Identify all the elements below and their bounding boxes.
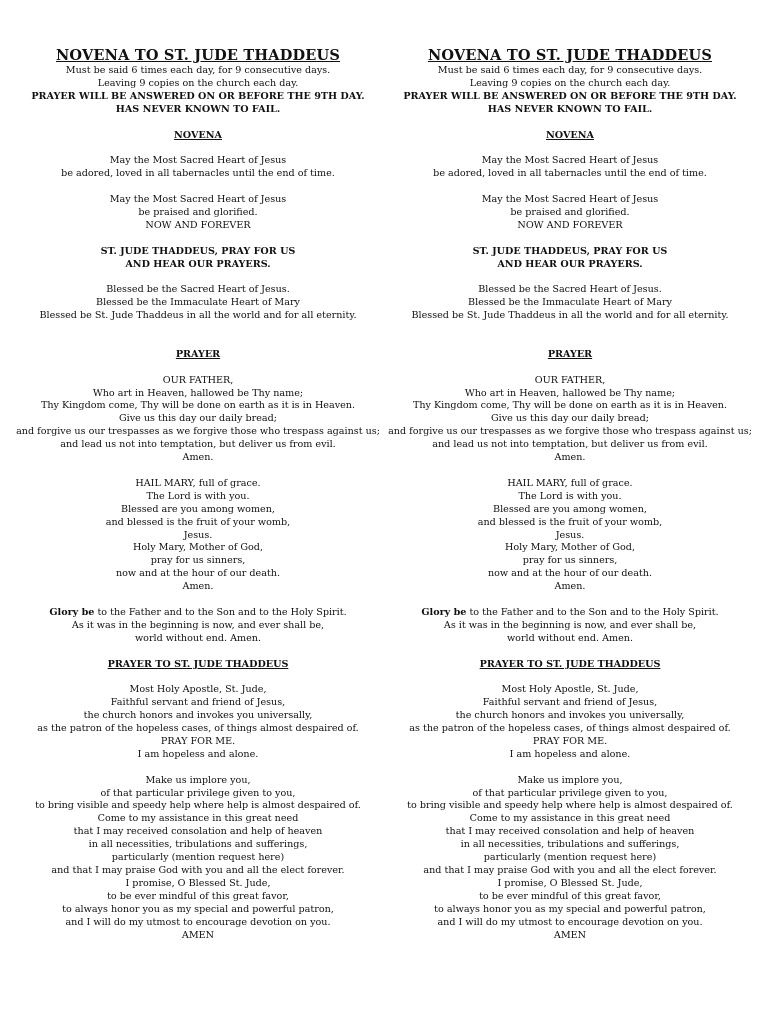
instruction-line: Leaving 9 copies on the church each day. [97, 77, 299, 89]
invocation-line: ST. JUDE THADDEUS, PRAY FOR US [472, 245, 668, 257]
blessing-line: Blessed be the Immaculate Heart of Mary [96, 297, 300, 309]
novena-line: be praised and glorified. [138, 206, 258, 218]
glory-be-bold: Glory be [421, 606, 467, 618]
jude-prayer-line: I am hopeless and alone. [137, 748, 259, 760]
jude-prayer-line: Come to my assistance in this great need [469, 813, 671, 825]
jude-prayer-line: and that I may praise God with you and all the elect forever. [423, 865, 717, 876]
our-father-line: Give us this day our daily bread; [119, 413, 277, 425]
promise-line: HAS NEVER KNOWN TO FAIL. [487, 103, 653, 115]
glory-be-line [12, 607, 384, 620]
novena-line: be praised and glorified. [510, 206, 630, 218]
blessing-line: Blessed be St. Jude Thaddeus in all the world and for all eternity. [411, 310, 729, 322]
glory-be-rest: to the Father and to the Son and to the Holy Spirit. [94, 606, 347, 618]
hail-mary-line: and blessed is the fruit of your womb, [105, 516, 291, 528]
jude-prayer-heading: PRAYER TO ST. JUDE THADDEUS [479, 658, 661, 670]
jude-prayer-heading: PRAYER TO ST. JUDE THADDEUS [107, 658, 289, 670]
hail-mary-line: pray for us sinners, [522, 555, 618, 567]
our-father-line: and forgive us our trespasses as we forgive those who trespass against us; [388, 426, 752, 438]
hail-mary-line: Jesus. [555, 529, 585, 541]
hail-mary-line: and blessed is the fruit of your womb, [477, 516, 663, 528]
hail-mary-line: Jesus. [183, 529, 213, 541]
glory-be-line: As it was in the beginning is now, and ever shall be, [71, 619, 325, 631]
document-title: NOVENA TO ST. JUDE THADDEUS [427, 47, 713, 64]
novena-line: be adored, loved in all tabernacles until the end of time. [61, 168, 335, 180]
promise-line: PRAYER WILL BE ANSWERED ON OR BEFORE THE 9TH DAY. [403, 90, 737, 102]
hail-mary-line: The Lord is with you. [146, 490, 250, 502]
invocation-line: ST. JUDE THADDEUS, PRAY FOR US [100, 245, 296, 257]
our-father-line: Amen. [182, 452, 214, 464]
jude-prayer-line: the church honors and invokes you universally, [455, 710, 685, 722]
jude-prayer-line: Most Holy Apostle, St. Jude, [129, 684, 267, 696]
glory-be-line: world without end. Amen. [506, 632, 634, 644]
hail-mary-line: now and at the hour of our death. [115, 568, 281, 580]
jude-prayer-line: Make us implore you, [517, 774, 623, 786]
blessing-line: Blessed be the Sacred Heart of Jesus. [106, 284, 290, 296]
jude-prayer-line: I promise, O Blessed St. Jude, [497, 877, 643, 889]
hail-mary-line: The Lord is with you. [518, 490, 622, 502]
instruction-line: Must be said 6 times each day, for 9 consecutive days. [65, 65, 331, 76]
blessing-line: Blessed be the Immaculate Heart of Mary [468, 297, 672, 309]
glory-be-line: world without end. Amen. [134, 632, 262, 644]
jude-prayer-line: to always honor you as my special and powerful patron, [434, 903, 706, 915]
glory-be-rest: to the Father and to the Son and to the Holy Spirit. [466, 606, 719, 618]
jude-prayer-line: of that particular privilege given to you, [472, 787, 668, 799]
our-father-line: Who art in Heaven, hallowed be Thy name; [464, 387, 676, 399]
novena-heading: NOVENA [546, 129, 594, 141]
novena-line: May the Most Sacred Heart of Jesus [109, 194, 287, 206]
blessing-line: Blessed be St. Jude Thaddeus in all the world and for all eternity. [39, 310, 357, 322]
hail-mary-line: Amen. [182, 581, 214, 593]
jude-prayer-line: as the patron of the hopeless cases, of things almost despaired of. [37, 723, 359, 735]
hail-mary-line: HAIL MARY, full of grace. [135, 477, 261, 489]
jude-prayer-line: particularly (mention request here) [111, 852, 285, 864]
glory-be-line [384, 607, 756, 620]
jude-prayer-line: Faithful servant and friend of Jesus, [482, 697, 658, 709]
glory-be-bold: Glory be [49, 606, 95, 618]
our-father-line: Amen. [554, 452, 586, 464]
novena-line: May the Most Sacred Heart of Jesus [481, 155, 659, 167]
our-father-line: Thy Kingdom come, Thy will be done on earth as it is in Heaven. [40, 400, 356, 412]
our-father-line: OUR FATHER, [162, 374, 234, 386]
jude-prayer-line: AMEN [181, 929, 215, 941]
our-father-line: Who art in Heaven, hallowed be Thy name; [92, 387, 304, 399]
prayer-heading: PRAYER [175, 348, 221, 360]
hail-mary-line: Blessed are you among women, [121, 503, 275, 515]
jude-prayer-line: AMEN [553, 929, 587, 941]
jude-prayer-line: to bring visible and speedy help where help is almost despaired of. [35, 800, 361, 812]
hail-mary-line: Holy Mary, Mother of God, [504, 542, 635, 554]
promise-line: PRAYER WILL BE ANSWERED ON OR BEFORE THE 9TH DAY. [31, 90, 365, 102]
jude-prayer-line: to bring visible and speedy help where help is almost despaired of. [407, 800, 733, 812]
our-father-line: OUR FATHER, [534, 374, 606, 386]
hail-mary-line: HAIL MARY, full of grace. [507, 477, 633, 489]
hail-mary-line: pray for us sinners, [150, 555, 246, 567]
jude-prayer-line: PRAY FOR ME. [160, 735, 236, 747]
our-father-line: Thy Kingdom come, Thy will be done on earth as it is in Heaven. [412, 400, 728, 412]
jude-prayer-line: PRAY FOR ME. [532, 735, 608, 747]
invocation-line: AND HEAR OUR PRAYERS. [125, 258, 271, 270]
hail-mary-line: Amen. [554, 581, 586, 593]
jude-prayer-line: in all necessities, tribulations and sufferings, [88, 839, 308, 851]
instruction-line: Leaving 9 copies on the church each day. [469, 77, 671, 89]
jude-prayer-line: Most Holy Apostle, St. Jude, [501, 684, 639, 696]
jude-prayer-line: in all necessities, tribulations and sufferings, [460, 839, 680, 851]
our-father-line: and lead us not into temptation, but deliver us from evil. [60, 439, 336, 451]
jude-prayer-line: to be ever mindful of this great favor, [107, 890, 289, 902]
promise-line: HAS NEVER KNOWN TO FAIL. [115, 103, 281, 115]
jude-prayer-line: that I may received consolation and help of heaven [445, 826, 695, 838]
jude-prayer-line: that I may received consolation and help of heaven [73, 826, 323, 838]
novena-column-left [12, 47, 384, 942]
prayer-heading: PRAYER [547, 348, 593, 360]
novena-line: NOW AND FOREVER [517, 219, 623, 231]
jude-prayer-line: particularly (mention request here) [483, 852, 657, 864]
jude-prayer-line: Faithful servant and friend of Jesus, [110, 697, 286, 709]
jude-prayer-line: and that I may praise God with you and all the elect forever. [51, 865, 345, 876]
jude-prayer-line: I am hopeless and alone. [509, 748, 631, 760]
jude-prayer-line: to be ever mindful of this great favor, [479, 890, 661, 902]
our-father-line: and forgive us our trespasses as we forgive those who trespass against us; [16, 426, 380, 438]
document-title: NOVENA TO ST. JUDE THADDEUS [55, 47, 341, 64]
our-father-line: Give us this day our daily bread; [491, 413, 649, 425]
invocation-line: AND HEAR OUR PRAYERS. [497, 258, 643, 270]
jude-prayer-line: and I will do my utmost to encourage devotion on you. [437, 916, 703, 928]
novena-line: May the Most Sacred Heart of Jesus [481, 194, 659, 206]
hail-mary-line: Holy Mary, Mother of God, [132, 542, 263, 554]
jude-prayer-line: I promise, O Blessed St. Jude, [125, 877, 271, 889]
novena-line: be adored, loved in all tabernacles until the end of time. [433, 168, 707, 180]
jude-prayer-line: of that particular privilege given to you, [100, 787, 296, 799]
novena-column-right [384, 47, 756, 942]
jude-prayer-line: to always honor you as my special and powerful patron, [62, 903, 334, 915]
jude-prayer-line: and I will do my utmost to encourage devotion on you. [65, 916, 331, 928]
novena-line: May the Most Sacred Heart of Jesus [109, 155, 287, 167]
hail-mary-line: now and at the hour of our death. [487, 568, 653, 580]
novena-line: NOW AND FOREVER [145, 219, 251, 231]
novena-heading: NOVENA [174, 129, 222, 141]
our-father-line: and lead us not into temptation, but deliver us from evil. [432, 439, 708, 451]
blessing-line: Blessed be the Sacred Heart of Jesus. [478, 284, 662, 296]
jude-prayer-line: Come to my assistance in this great need [97, 813, 299, 825]
glory-be-line: As it was in the beginning is now, and ever shall be, [443, 619, 697, 631]
jude-prayer-line: Make us implore you, [145, 774, 251, 786]
jude-prayer-line: the church honors and invokes you universally, [83, 710, 313, 722]
instruction-line: Must be said 6 times each day, for 9 consecutive days. [437, 65, 703, 76]
jude-prayer-line: as the patron of the hopeless cases, of things almost despaired of. [409, 723, 731, 735]
hail-mary-line: Blessed are you among women, [493, 503, 647, 515]
